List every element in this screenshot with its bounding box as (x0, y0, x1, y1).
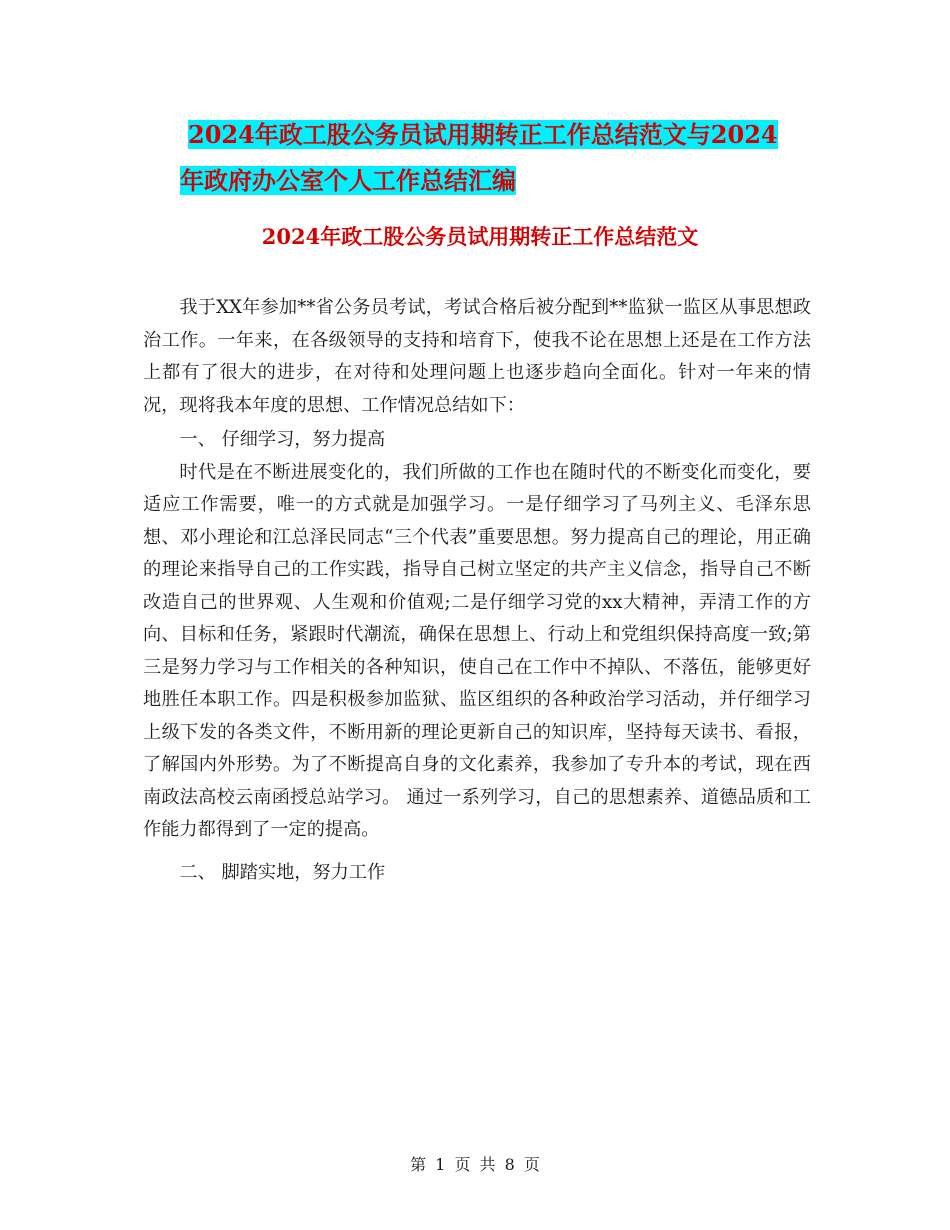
title-line-2 (140, 158, 820, 204)
document-title (140, 112, 820, 204)
paragraph-intro: 我于XX年参加**省公务员考试，考试合格后被分配到**监狱一监区从事思想政治工作。一年来，在各级领导的支持和培育下，使我不论在思想上还是在工作方法上都有了很大的进步，在对待和处理问题上也逐步趋向全面化。针对一年来的情况，现将我本年度的思想、工作情况总结如下： (143, 297, 811, 416)
section-heading-2: 二、 脚踏实地，努力工作 (179, 861, 386, 883)
title-line-2-text: 年政府办公室个人工作总结汇编 (180, 166, 516, 195)
title-line-1 (140, 112, 820, 158)
section-heading-1: 一、 仔细学习，努力提高 (179, 429, 386, 450)
page-footer: 第 1 页 共 8 页 (410, 1155, 540, 1174)
section-title: 2024年政工股公务员试用期转正工作总结范文 (261, 224, 699, 249)
paragraph-study: 时代是在不断进展变化的，我们所做的工作也在随时代的不断变化而变化，要适应工作需要，唯一的方式就是加强学习。一是仔细学习了马列主义、毛泽东思想、邓小理论和江总泽民同志“三个代表”重要思想。努力提高自己的理论，用正确的理论来指导自己的工作实践，指导自己树立坚定的共产主义信念，指导自己不断改造自己的世界观、人生观和价值观;二是仔细学习党的xx大精神，弄清工作的方向、目标和任务，紧跟时代潮流，确保在思想上、行动上和党组织保持高度一致;第三是努力学习与工作相关的各种知识，使自己在工作中不掉队、不落伍，能够更好地胜任本职工作。四是积极参加监狱、监区组织的各种政治学习活动，并仔细学习上级下发的各类文件，不断用新的理论更新自己的知识库，坚持每天读书、看报，了解国内外形势。为了不断提高自身的文化素养，我参加了专升本的考试，现在西南政法高校云南函授总站学习。 通过一系列学习，自己的思想素养、道德品质和工作能力都得到了一定的提高。 (143, 461, 811, 840)
title-line-1-text: 2024年政工股公务员试用期转正工作总结范文与2024 (188, 120, 778, 149)
document-body (143, 292, 811, 889)
